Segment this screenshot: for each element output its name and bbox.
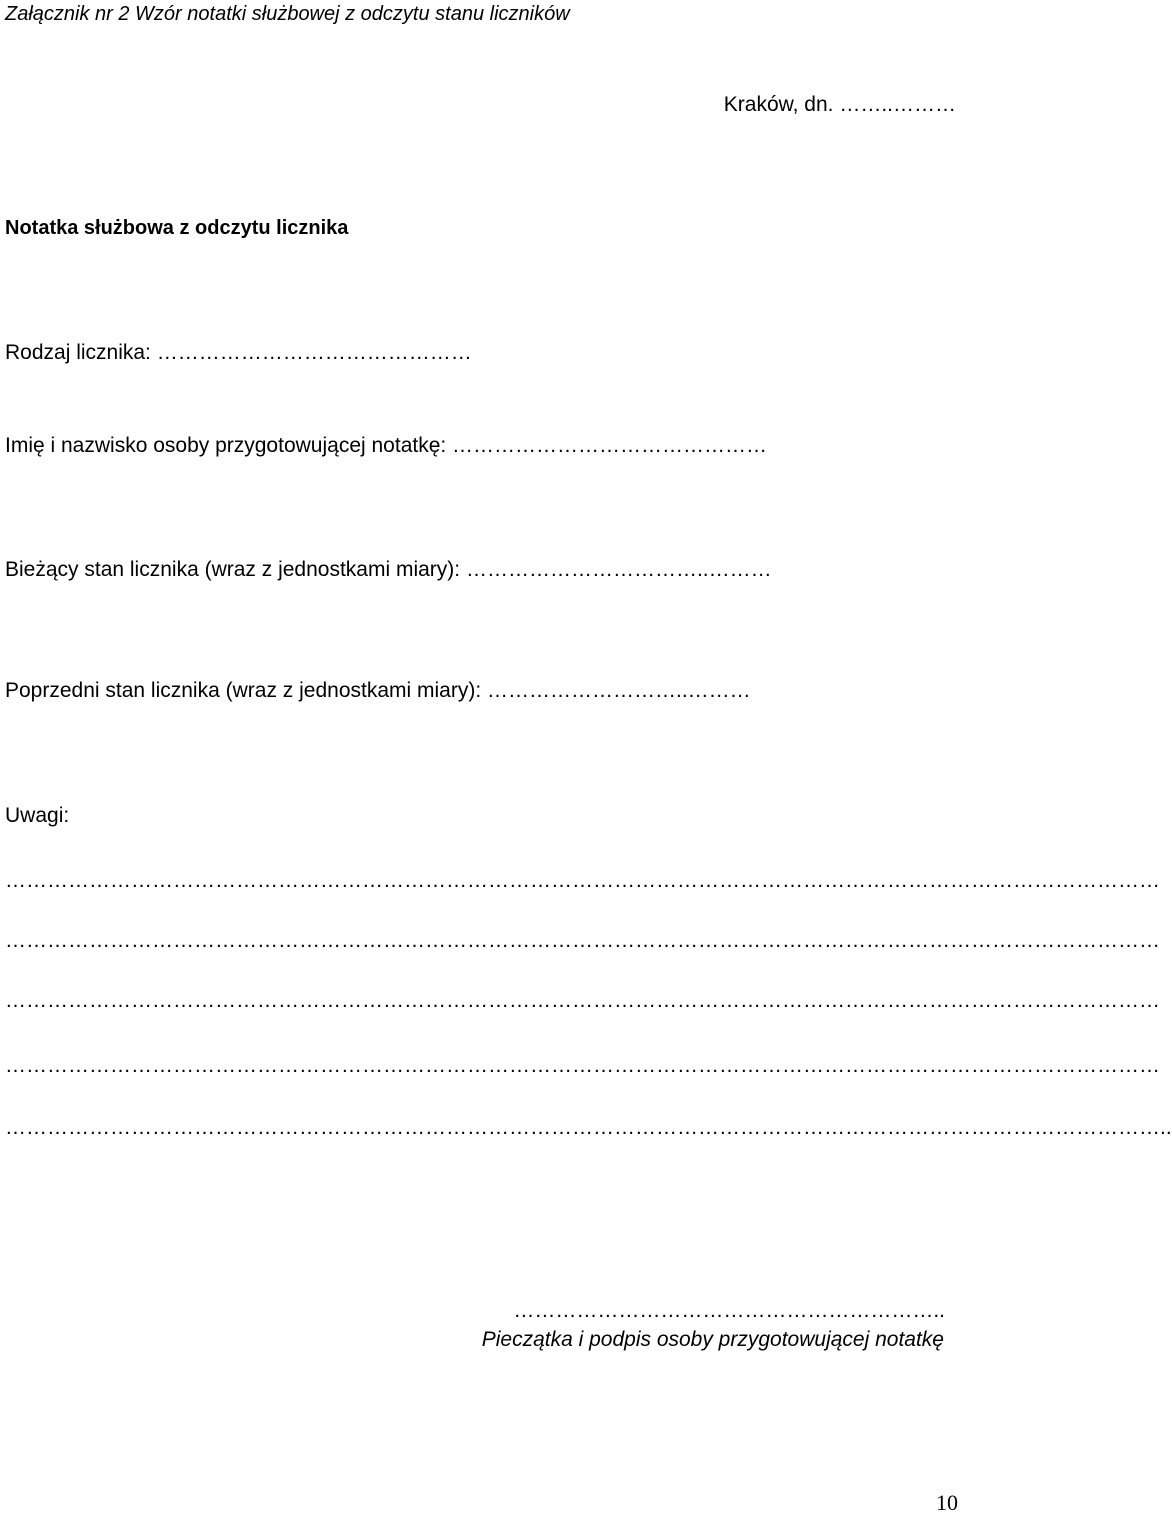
- attachment-header: Załącznik nr 2 Wzór notatki służbowej z odczytu stanu liczników: [5, 3, 570, 25]
- meter-type-field: Rodzaj licznika: ………………………………………: [5, 341, 472, 364]
- previous-reading-field: Poprzedni stan licznika (wraz z jednostkami miary): ………………………..………: [5, 679, 751, 702]
- current-reading-field: Bieżący stan licznika (wraz z jednostkami miary): ……………………………..………: [5, 558, 772, 581]
- signature-label: Pieczątka i podpis osoby przygotowującej notatkę: [481, 1328, 944, 1351]
- remarks-line: …………………………………………………………………………………………………………………………………………………: [5, 1054, 1160, 1077]
- remarks-line: …………………………………………………………………………………………………………………………………………………: [5, 989, 1160, 1012]
- remarks-line: …………………………………………………………………………………………………………………………………………………: [5, 929, 1160, 952]
- document-title: Notatka służbowa z odczytu licznika: [5, 217, 349, 239]
- signature-dots: ……………………………………………………..: [513, 1299, 945, 1322]
- page-number: 10: [936, 1490, 958, 1515]
- remarks-label: Uwagi:: [5, 804, 70, 827]
- date-line: Kraków, dn. ……..………: [723, 93, 956, 116]
- preparer-name-field: Imię i nazwisko osoby przygotowującej notatkę: ………………………………………: [5, 434, 768, 457]
- remarks-line: …………………………………………………………………………………………………………………………………………………..: [5, 1116, 1172, 1139]
- remarks-line: …………………………………………………………………………………………………………………………………………………: [5, 869, 1160, 892]
